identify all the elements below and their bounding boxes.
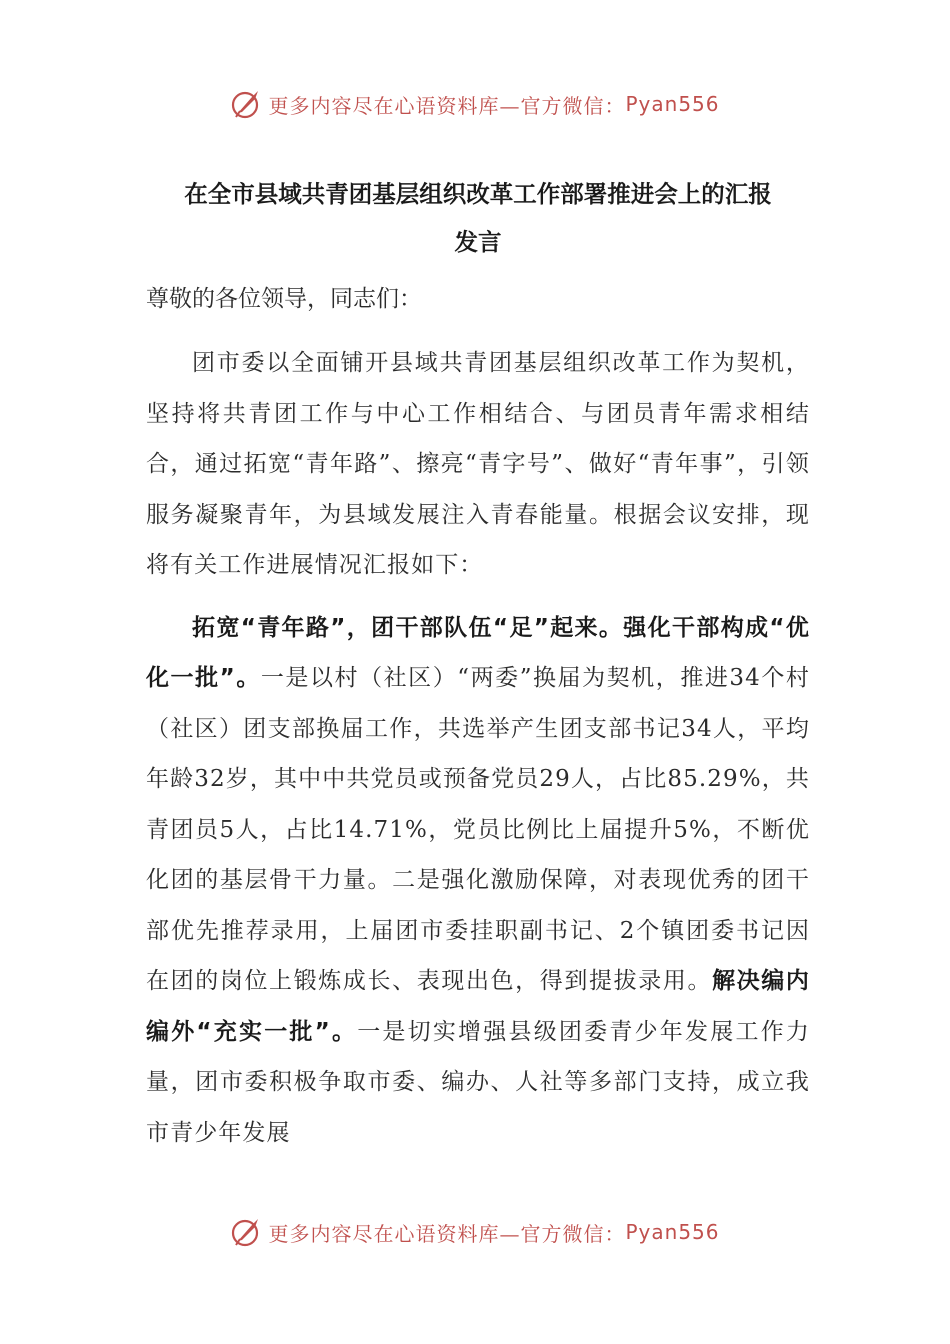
- section1-sub2-body: 一是切实增强县级团委青少年发展工作力量，团市委积极争取市委、编办、人社等多部门支持，成立我市青少年发展: [146, 1018, 810, 1146]
- footer-banner-text: 更多内容尽在心语资料库—官方微信：: [268, 1221, 626, 1246]
- document-title-line1: 在全市县域共青团基层组织改革工作部署推进会上的汇报: [184, 180, 772, 208]
- section1-sub2-heading: 解决编内编外“充实一批”。: [146, 968, 810, 1045]
- section1-paragraph: [146, 603, 810, 1159]
- quill-pen-logo-icon: [230, 87, 264, 121]
- footer-wechat-id: Pyan556: [625, 1220, 720, 1244]
- intro-paragraph: 团市委以全面铺开县域共青团基层组织改革工作为契机，坚持将共青团工作与中心工作相结合、与团员青年需求相结合，通过拓宽“青年路”、擦亮“青字号”、做好“青年事”，引领服务凝聚青年，为县域发展注入青春能量。根据会议安排，现将有关工作进展情况汇报如下：: [146, 350, 810, 578]
- document-body: [146, 170, 810, 1158]
- salutation: 尊敬的各位领导，同志们：: [146, 286, 422, 312]
- footer-banner: [0, 1212, 950, 1252]
- header-wechat-id: Pyan556: [625, 92, 720, 116]
- header-banner: [0, 84, 950, 124]
- section1-heading: 拓宽“青年路”，团干部队伍“足”起来。: [192, 614, 624, 641]
- quill-pen-logo-icon: [230, 1215, 264, 1249]
- section1-sub1-body: 一是以村（社区）“两委”换届为契机，推进34个村（社区）团支部换届工作，共选举产生团支部书记34人，平均年龄32岁，其中中共党员或预备党员29人，占比85.29%，共青团员5人，占比14.71%，党员比例比上届提升5%，不断优化团的基层骨干力量。二是强化激励保障，对表现优秀的团干部优先推荐录用，上届团市委挂职副书记、2个镇团委书记因在团的岗位上锻炼成长、表现出色，得到提拔录用。: [146, 665, 810, 994]
- section1-sub1-heading: 强化干部构成“优化一批”。: [146, 614, 810, 691]
- document-title-line2: 发言: [454, 228, 502, 256]
- header-banner-text: 更多内容尽在心语资料库—官方微信：: [268, 93, 626, 118]
